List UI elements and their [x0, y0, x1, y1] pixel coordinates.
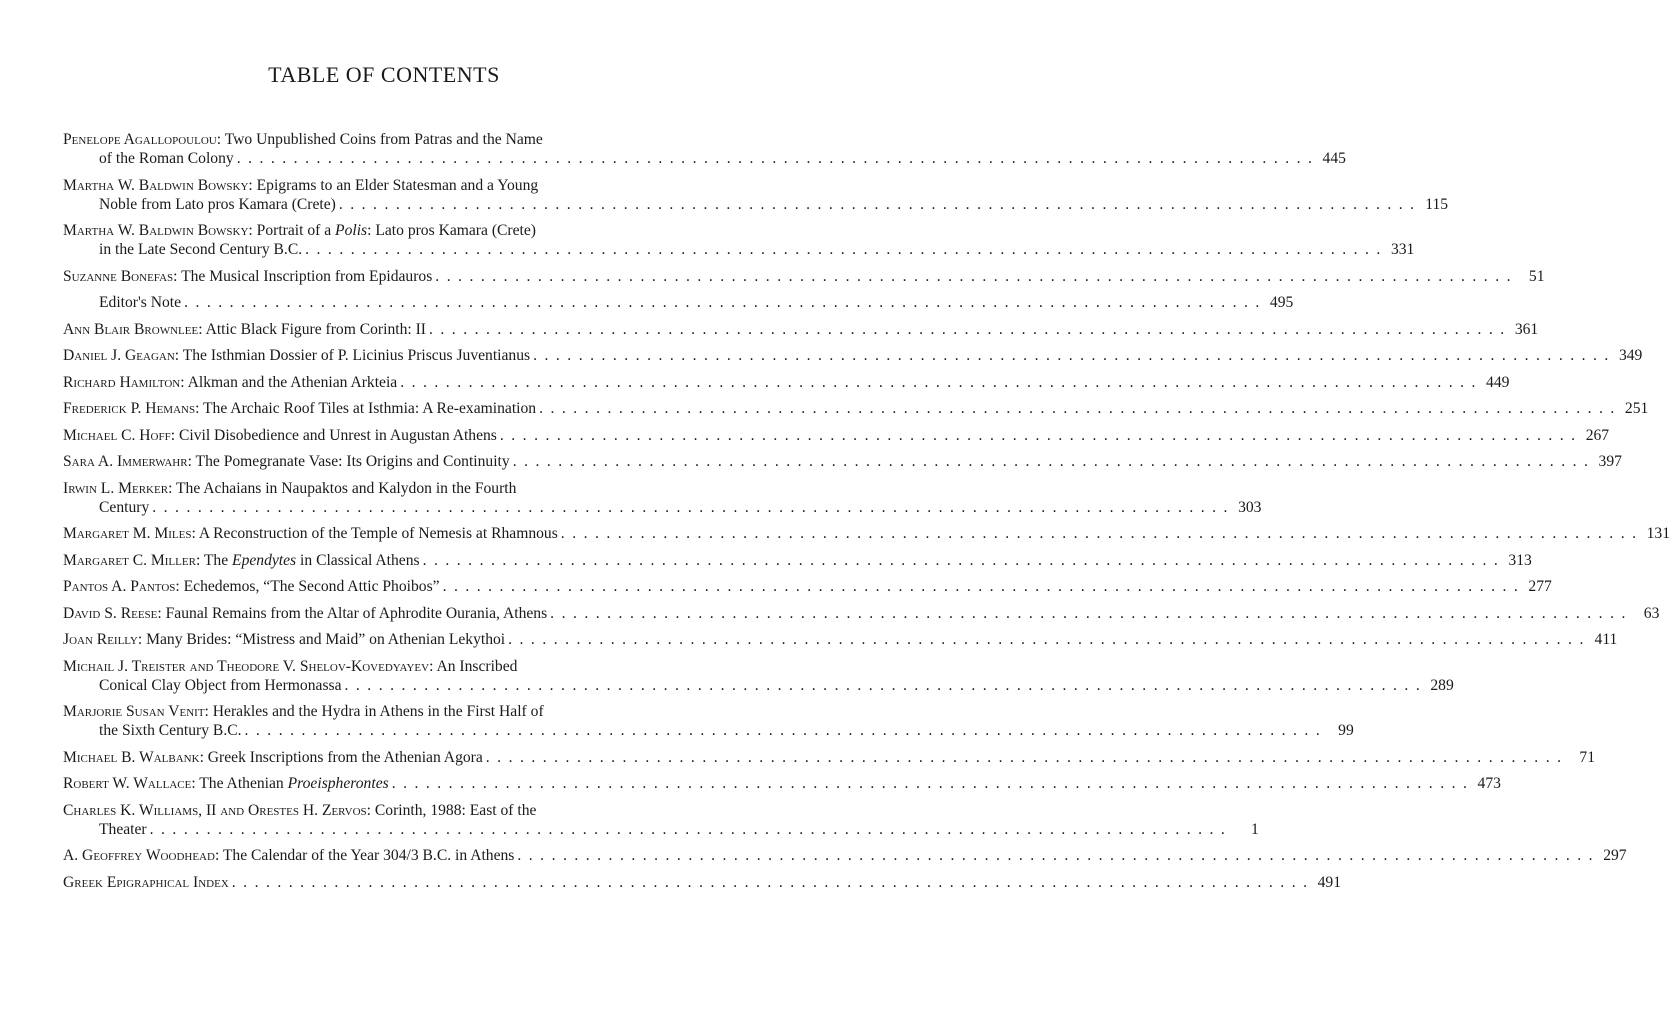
entry-title: Alkman and the Athenian Arkteia — [187, 373, 398, 391]
entry-title: Herakles and the Hydra in Athens in the First Half of — [212, 703, 544, 720]
entry-last-line — [63, 293, 1294, 312]
toc-entry[interactable] — [63, 604, 1660, 623]
entry-first-line: Martha W. Baldwin Bowsky: Epigrams to an Elder Statesman and a Young — [63, 176, 539, 194]
entry-last-line — [63, 524, 1670, 543]
entry-text: Margaret C. Miller: The Ependytes in Classical Athens — [63, 551, 420, 569]
entry-author: Michael C. Hoff — [63, 426, 171, 444]
entry-author: Irwin L. Merker — [63, 479, 169, 497]
entry-last-line — [63, 846, 1627, 865]
entry-text: A. Geoffrey Woodhead: The Calendar of the Year 304/3 B.C. in Athens — [63, 847, 515, 864]
dot-leader — [550, 604, 1625, 623]
toc-entry[interactable] — [63, 373, 1510, 392]
entry-title: Greek Inscriptions from the Athenian Agora — [207, 748, 483, 766]
toc-entry[interactable] — [63, 846, 1627, 865]
entry-title: Civil Disobedience and Unrest in Augustan Athens — [178, 426, 497, 444]
dot-leader — [513, 452, 1588, 471]
entry-title: Portrait of a — [256, 222, 336, 239]
entry-last-line — [63, 267, 1545, 286]
table-of-contents — [63, 130, 1670, 899]
entry-last-line — [63, 452, 1622, 471]
entry-author: Martha W. Baldwin Bowsky — [63, 222, 249, 239]
entry-author: Suzanne Bonefas — [63, 267, 174, 285]
dot-leader — [245, 721, 1320, 740]
page-number: 361 — [1514, 320, 1539, 338]
dot-leader — [237, 149, 1312, 168]
page-number: 267 — [1585, 426, 1610, 444]
dot-leader — [152, 498, 1227, 517]
page-number: 331 — [1390, 241, 1415, 258]
toc-entry[interactable] — [63, 130, 1346, 168]
entry-last-line — [63, 373, 1510, 392]
entry-author: A. Geoffrey Woodhead — [63, 847, 215, 864]
entry-title: in the Late Second Century B.C. — [99, 241, 303, 258]
entry-text: Daniel J. Geagan: The Isthmian Dossier of P. Licinius Priscus Juventianus — [63, 347, 531, 364]
entry-title: The Archaic Roof Tiles at Isthmia: A Re-examination — [203, 400, 537, 417]
entry-title-italic: Ependytes — [232, 551, 297, 569]
toc-entry[interactable] — [63, 267, 1545, 286]
dot-leader — [339, 195, 1414, 214]
entry-last-line — [63, 721, 1354, 740]
toc-entry[interactable] — [63, 801, 1259, 839]
entry-last-line — [63, 399, 1649, 418]
entry-title: The Pomegranate Vase: Its Origins and Continuity — [195, 453, 510, 470]
page-number: 297 — [1603, 847, 1627, 864]
toc-entry[interactable] — [63, 774, 1501, 793]
dot-leader — [486, 748, 1561, 767]
entry-author: Richard Hamilton — [63, 373, 181, 391]
entry-last-line — [63, 240, 1415, 259]
entry-title-italic: Polis — [335, 222, 368, 239]
entry-title: Corinth, 1988: East of the — [374, 801, 537, 819]
entry-text — [99, 195, 336, 214]
entry-title: Many Brides: “Mistress and Maid” on Athenian Lekythoi — [146, 631, 506, 648]
dot-leader — [517, 846, 1592, 865]
entry-author: Charles K. Williams, II and Orestes H. Zervos — [63, 801, 367, 819]
toc-entry[interactable] — [63, 426, 1610, 445]
toc-entry[interactable] — [63, 748, 1595, 767]
entry-last-line — [63, 346, 1643, 365]
entry-last-line — [63, 498, 1262, 517]
entry-title: Conical Clay Object from Hermonassa — [99, 676, 342, 694]
entry-text — [63, 873, 229, 892]
entry-first-line: Charles K. Williams, II and Orestes H. Zervos: Corinth, 1988: East of the — [63, 801, 537, 819]
page-number: 63 — [1643, 604, 1660, 622]
toc-entry[interactable] — [63, 479, 1262, 517]
entry-text: Michael B. Walbank: Greek Inscriptions from the Athenian Agora — [63, 748, 483, 766]
entry-text: David S. Reese: Faunal Remains from the Altar of Aphrodite Ourania, Athens — [63, 604, 548, 622]
page-number: 491 — [1317, 873, 1341, 891]
dot-leader — [443, 577, 1518, 596]
entry-text: Suzanne Bonefas: The Musical Inscription from Epidauros — [63, 267, 433, 285]
toc-entry[interactable] — [63, 293, 1294, 312]
entry-title: in Classical Athens — [296, 551, 420, 569]
entry-last-line — [63, 195, 1449, 214]
entry-text — [99, 149, 234, 168]
entry-title-italic: Proeispherontes — [287, 775, 389, 792]
entry-text: Pantos A. Pantos: Echedemos, “The Second Attic Phoibos” — [63, 578, 440, 595]
entry-title: Noble from Lato pros Kamara (Crete) — [99, 195, 336, 213]
entry-last-line — [63, 748, 1595, 767]
page-number: 397 — [1598, 453, 1622, 470]
entry-first-line: Martha W. Baldwin Bowsky: Portrait of a Polis: Lato pros Kamara (Crete) — [63, 222, 536, 239]
page-number: 445 — [1322, 150, 1346, 167]
page-number: 131 — [1646, 525, 1670, 542]
entry-title: of the Roman Colony — [99, 150, 234, 167]
toc-entry[interactable] — [63, 577, 1552, 596]
entry-last-line — [63, 676, 1454, 695]
dot-leader — [423, 551, 1498, 570]
page-number: 71 — [1579, 748, 1595, 766]
entry-title: An Inscribed — [436, 657, 518, 675]
entry-last-line — [63, 320, 1539, 339]
page-number: 349 — [1618, 347, 1643, 364]
entry-text — [99, 498, 149, 517]
entry-last-line — [63, 604, 1660, 623]
page-number: 289 — [1430, 676, 1454, 694]
entry-author: Pantos A. Pantos — [63, 578, 176, 595]
entry-title: : Lato pros Kamara (Crete) — [367, 222, 536, 239]
dot-leader — [150, 820, 1225, 839]
entry-author: Joan Reilly — [63, 631, 138, 648]
entry-title: Editor's Note — [99, 294, 182, 311]
entry-last-line — [63, 873, 1341, 892]
entry-author: Margaret C. Miller — [63, 551, 196, 569]
dot-leader — [539, 399, 1614, 418]
entry-title: The Isthmian Dossier of P. Licinius Priscus Juventianus — [182, 347, 531, 364]
entry-text: Richard Hamilton: Alkman and the Athenian Arkteia — [63, 373, 398, 391]
toc-entry[interactable] — [63, 524, 1670, 543]
toc-entry[interactable] — [63, 399, 1649, 418]
page-title: TABLE OF CONTENTS — [268, 62, 500, 87]
entry-title: The Calendar of the Year 304/3 B.C. in Athens — [222, 847, 515, 864]
entry-author: Robert W. Wallace — [63, 775, 192, 792]
entry-author: Michael B. Walbank — [63, 748, 200, 766]
page-number: 411 — [1594, 631, 1618, 648]
toc-entry[interactable] — [63, 221, 1415, 259]
entry-first-line: Marjorie Susan Venit: Herakles and the Hydra in Athens in the First Half of — [63, 703, 544, 720]
entry-author: Frederick P. Hemans — [63, 400, 196, 417]
entry-text: Michael C. Hoff: Civil Disobedience and Unrest in Augustan Athens — [63, 426, 497, 444]
toc-entry[interactable] — [63, 320, 1539, 339]
toc-entry[interactable] — [63, 630, 1618, 649]
dot-leader — [429, 320, 1504, 339]
entry-title: Attic Black Figure from Corinth: II — [205, 320, 426, 338]
entry-text — [99, 240, 302, 259]
entry-text: Robert W. Wallace: The Athenian Proeispherontes — [63, 775, 389, 792]
entry-text: Ann Blair Brownlee: Attic Black Figure from Corinth: II — [63, 320, 426, 338]
entry-text: Frederick P. Hemans: The Archaic Roof Tiles at Isthmia: A Re-examination — [63, 400, 537, 417]
entry-author: Margaret M. Miles — [63, 525, 192, 542]
toc-entry[interactable] — [63, 551, 1532, 570]
dot-leader — [561, 524, 1636, 543]
entry-title: the Sixth Century B.C. — [99, 722, 242, 739]
entry-author: Penelope Agallopoulou — [63, 131, 217, 148]
dot-leader — [500, 426, 1575, 445]
entry-author: Daniel J. Geagan — [63, 347, 175, 364]
entry-text — [99, 676, 342, 695]
entry-title: The Musical Inscription from Epidauros — [181, 267, 433, 285]
entry-last-line — [63, 426, 1610, 445]
entry-author: Martha W. Baldwin Bowsky — [63, 176, 249, 194]
entry-title: A Reconstruction of the Temple of Nemesis at Rhamnous — [198, 525, 558, 542]
page-number: 251 — [1624, 400, 1649, 417]
entry-title: Epigrams to an Elder Statesman and a Young — [256, 176, 539, 194]
entry-author: Marjorie Susan Venit — [63, 703, 205, 720]
entry-author: Michail J. Treister and Theodore V. Shelov-Kovedyayev — [63, 657, 430, 675]
page-number: 449 — [1486, 373, 1510, 391]
dot-leader — [435, 267, 1510, 286]
entry-title: The — [203, 551, 233, 569]
entry-text — [99, 293, 181, 312]
entry-author: Sara A. Immerwahr — [63, 453, 188, 470]
entry-text — [99, 820, 147, 839]
toc-entry[interactable] — [63, 176, 1449, 214]
entry-title: Faunal Remains from the Altar of Aphrodite Ourania, Athens — [165, 604, 548, 622]
page-number: 115 — [1425, 195, 1449, 213]
page-number: 51 — [1528, 267, 1545, 285]
dot-leader — [345, 676, 1420, 695]
entry-last-line — [63, 630, 1618, 649]
entry-title: The Athenian — [199, 775, 288, 792]
page-number: 277 — [1528, 578, 1552, 595]
dot-leader — [184, 293, 1259, 312]
page-number: 495 — [1269, 294, 1294, 311]
entry-title: Echedemos, “The Second Attic Phoibos” — [183, 578, 440, 595]
dot-leader — [305, 240, 1380, 259]
toc-entry[interactable] — [63, 702, 1354, 740]
entry-title: Theater — [99, 820, 147, 838]
entry-first-line: Irwin L. Merker: The Achaians in Naupaktos and Kalydon in the Fourth — [63, 479, 517, 497]
entry-text: Margaret M. Miles: A Reconstruction of the Temple of Nemesis at Rhamnous — [63, 525, 558, 542]
entry-title: Two Unpublished Coins from Patras and the Name — [224, 131, 543, 148]
entry-text: Joan Reilly: Many Brides: “Mistress and Maid” on Athenian Lekythoi — [63, 631, 506, 648]
page-number: 99 — [1338, 722, 1354, 739]
page-number: 303 — [1238, 498, 1262, 516]
page-number: 1 — [1251, 820, 1259, 838]
entry-last-line — [63, 774, 1501, 793]
entry-first-line: Michail J. Treister and Theodore V. Shelov-Kovedyayev: An Inscribed — [63, 657, 518, 675]
entry-first-line: Penelope Agallopoulou: Two Unpublished Coins from Patras and the Name — [63, 131, 543, 148]
dot-leader — [400, 373, 1475, 392]
entry-last-line — [63, 149, 1346, 168]
entry-last-line — [63, 820, 1259, 839]
page-number: 313 — [1508, 551, 1532, 569]
entry-last-line — [63, 577, 1552, 596]
entry-author: David S. Reese — [63, 604, 158, 622]
entry-text — [99, 721, 242, 740]
entry-author: Ann Blair Brownlee — [63, 320, 199, 338]
toc-entry[interactable] — [63, 873, 1341, 892]
entry-title: Century — [99, 498, 150, 516]
page-number: 473 — [1477, 775, 1501, 792]
entry-last-line — [63, 551, 1532, 570]
toc-entry[interactable] — [63, 346, 1643, 365]
entry-text: Sara A. Immerwahr: The Pomegranate Vase: Its Origins and Continuity — [63, 453, 510, 470]
toc-entry[interactable] — [63, 657, 1454, 695]
dot-leader — [533, 346, 1608, 365]
entry-title: The Achaians in Naupaktos and Kalydon in the Fourth — [176, 479, 517, 497]
dot-leader — [392, 774, 1467, 793]
entry-author: Greek Epigraphical Index — [63, 873, 229, 891]
dot-leader — [508, 630, 1583, 649]
toc-entry[interactable] — [63, 452, 1622, 471]
dot-leader — [232, 873, 1307, 892]
